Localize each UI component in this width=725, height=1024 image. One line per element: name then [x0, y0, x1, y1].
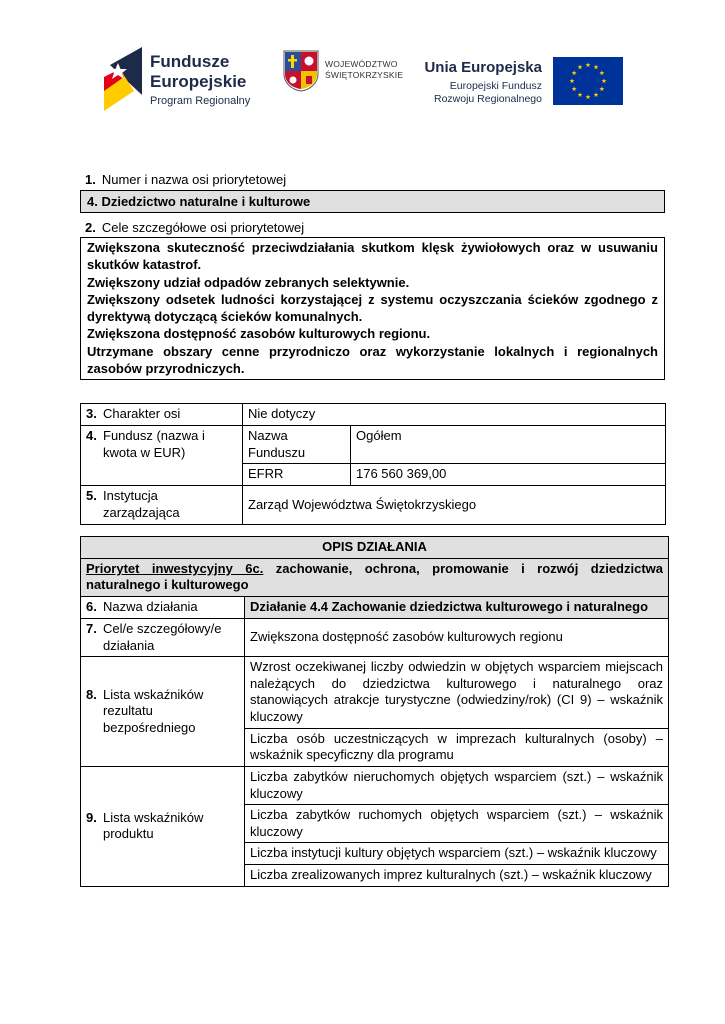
table-row: [81, 404, 666, 426]
table-row: [81, 766, 669, 804]
ue-fund-line2: Rozwoju Regionalnego: [434, 93, 542, 105]
row7-label-cell: [81, 618, 245, 656]
axis-name-value: 4. Dziedzictwo naturalne i kulturowe: [87, 194, 311, 209]
table-row: [81, 618, 669, 656]
sw-name-line1: WOJEWÓDZTWO: [325, 59, 398, 69]
table-row: [81, 486, 666, 524]
product-indicator: Liczba zabytków nieruchomych objętych wsparciem (szt.) – wskaźnik kluczowy: [245, 766, 669, 804]
row7-label: Cel/e szczegółowy/e działania: [103, 620, 222, 653]
row7-value: Zwiększona dostępność zasobów kulturowych regionu: [245, 618, 669, 656]
sw-name-line2: ŚWIĘTOKRZYSKIE: [325, 70, 404, 80]
result-indicator: Liczba osób uczestniczących w imprezach kulturalnych (osoby) – wskaźnik specyficzny dla programu: [245, 728, 669, 766]
row9-label-cell: [81, 766, 245, 886]
ue-fund-line1: Europejski Fundusz: [449, 80, 542, 92]
product-indicator: Liczba zabytków ruchomych objętych wsparciem (szt.) – wskaźnik kluczowy: [245, 805, 669, 843]
table-row: [81, 537, 669, 559]
row8-number: 8.: [86, 686, 97, 702]
row5-label-cell: [81, 486, 243, 524]
row6-label: Nazwa działania: [103, 598, 198, 614]
row4-label: Fundusz (nazwa i kwota w EUR): [103, 428, 205, 460]
result-indicator: Wzrost oczekiwanej liczby odwiedzin w objętych wsparciem miejscach należących do dziedzictwa kulturowego i naturalnego oraz stanowiących atrakcje turystyczne (odwiedziny/rok) (CI 9) – wskaźnik kluczowy: [245, 657, 669, 729]
row5-value: Zarząd Województwa Świętokrzyskiego: [243, 486, 666, 524]
fund-amount-value: 176 560 369,00: [351, 464, 666, 486]
goal-item: Zwiększony udział odpadów zebranych selektywnie.: [87, 274, 410, 290]
fund-name-header: Nazwa Funduszu: [243, 426, 351, 464]
row3-number: 3.: [86, 406, 97, 421]
section1-label: [85, 172, 286, 189]
row5-label: Instytucja zarządzająca: [103, 488, 180, 520]
row5-number: 5.: [86, 488, 97, 504]
section1-number: 1.: [85, 172, 96, 187]
voivodeship-crest-icon: [283, 50, 319, 92]
row8-label: Lista wskaźników rezultatu bezpośredniego: [103, 686, 204, 735]
swietokrzyskie-logo: [283, 50, 403, 92]
priority-text: zachowanie, ochrona, promowanie i rozwój dziedzictwa naturalnego i kulturowego: [86, 560, 664, 593]
goal-item: Zwiększona dostępność zasobów kulturowych regionu.: [87, 326, 431, 342]
specific-goals-box: [80, 237, 665, 380]
table-row: [81, 657, 669, 729]
action-description-table: [80, 536, 669, 887]
row8-label-cell: [81, 657, 245, 767]
fundusze-europejskie-mark-icon: [104, 47, 144, 111]
product-indicator: Liczba zrealizowanych imprez kulturalnych (szt.) – wskaźnik kluczowy: [245, 865, 669, 887]
table-title-cell: [81, 537, 669, 559]
priority-cell: [81, 558, 669, 596]
row3-value: Nie dotyczy: [243, 404, 666, 426]
table-row: [81, 596, 669, 618]
ue-title: Unia Europejska: [424, 59, 542, 76]
fe-title-line2: Europejskie: [150, 72, 247, 91]
section2-number: 2.: [85, 220, 96, 235]
row3-label: Charakter osi: [103, 406, 181, 421]
row9-label: Lista wskaźników produktu: [103, 809, 204, 842]
row6-label-cell: [81, 596, 245, 618]
section1-label-text: Numer i nazwa osi priorytetowej: [101, 172, 287, 187]
priority-prefix: Priorytet inwestycyjny 6c.: [86, 560, 264, 576]
table-title: OPIS DZIAŁANIA: [322, 539, 427, 554]
goal-item: Zwiększona skuteczność przeciwdziałania skutkom klęsk żywiołowych oraz w usuwaniu skutków katastrof.: [87, 240, 658, 273]
row6-number: 6.: [86, 598, 97, 614]
goal-item: Zwiększony odsetek ludności korzystającej z systemu oczyszczania ścieków zgodnego z dyrektywą dotyczącą ścieków komunalnych.: [87, 291, 658, 325]
row4-number: 4.: [86, 428, 97, 443]
row9-number: 9.: [86, 809, 97, 825]
table-row: [81, 426, 666, 464]
section2-label: [85, 220, 304, 237]
goal-item: Utrzymane obszary cenne przyrodniczo oraz wykorzystanie lokalnych i regionalnych zasobów przyrodniczych.: [87, 343, 658, 376]
fund-name-value: EFRR: [243, 464, 351, 486]
row4-label-cell: [81, 426, 243, 486]
axis-name-box: [80, 190, 665, 213]
fundusze-europejskie-logo: [104, 47, 264, 113]
fe-title-line1: Fundusze: [150, 52, 230, 71]
eu-flag-icon: [553, 57, 623, 105]
product-indicator: Liczba instytucji kultury objętych wsparciem (szt.) – wskaźnik kluczowy: [245, 843, 669, 865]
row3-label-cell: [81, 404, 243, 426]
row6-value: Działanie 4.4 Zachowanie dziedzictwa kulturowego i naturalnego: [245, 596, 669, 618]
fe-subtitle: Program Regionalny: [150, 95, 251, 107]
fund-total-header: Ogółem: [351, 426, 666, 464]
table-row: [81, 558, 669, 596]
axis-info-table: [80, 403, 666, 525]
row7-number: 7.: [86, 620, 97, 636]
unia-europejska-text: [417, 58, 542, 106]
section2-label-text: Cele szczegółowe osi priorytetowej: [101, 220, 305, 235]
